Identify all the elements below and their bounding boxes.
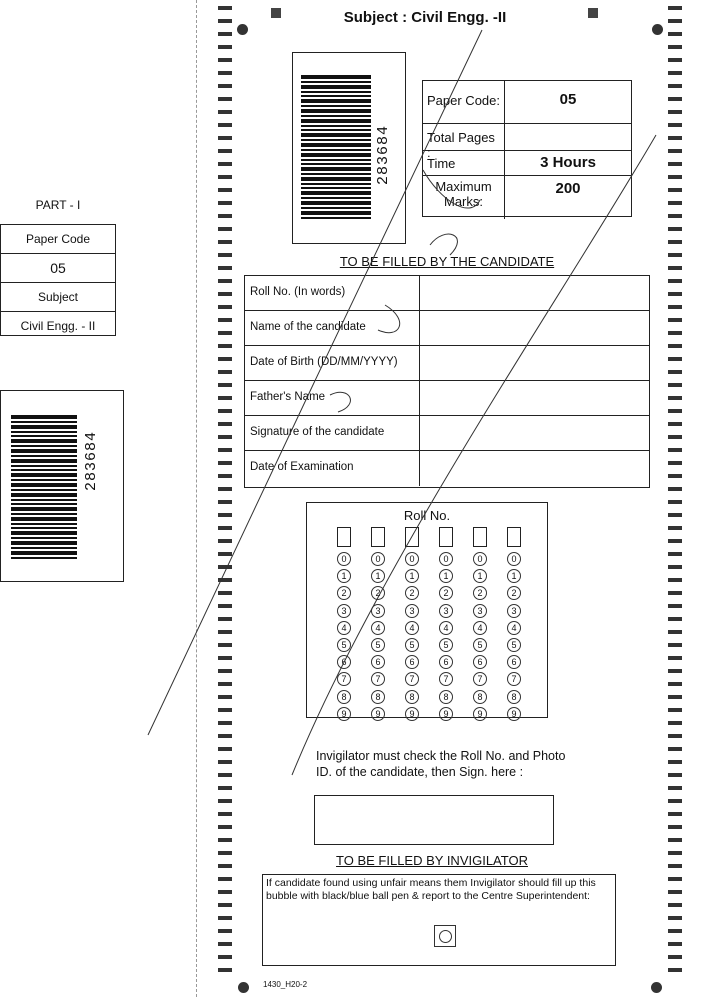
timing-mark [668, 344, 682, 348]
timing-mark [668, 149, 682, 153]
timing-mark [218, 136, 232, 140]
timing-mark [218, 6, 232, 10]
timing-mark [218, 916, 232, 920]
timing-mark [668, 279, 682, 283]
timing-mark [668, 864, 682, 868]
timing-mark [218, 149, 232, 153]
roll-bubble[interactable]: 8 [439, 690, 453, 704]
roll-bubble[interactable]: 4 [405, 621, 419, 635]
registration-dot [237, 24, 248, 35]
stub-barcode [0, 390, 124, 582]
timing-mark [218, 71, 232, 75]
timing-mark [218, 331, 232, 335]
roll-bubble[interactable]: 7 [473, 672, 487, 686]
timing-mark [668, 877, 682, 881]
invigilator-section-heading: TO BE FILLED BY INVIGILATOR [336, 853, 528, 868]
max-marks-label: Maximum Marks: [423, 176, 505, 219]
timing-mark [218, 435, 232, 439]
unfair-means-bubble[interactable] [439, 930, 452, 943]
roll-bubble[interactable]: 3 [473, 604, 487, 618]
total-pages-label: Total Pages : [423, 124, 505, 150]
roll-bubble[interactable]: 9 [337, 707, 351, 721]
roll-bubble[interactable]: 6 [371, 655, 385, 669]
invigilator-instruction: Invigilator must check the Roll No. and Photo ID. of the candidate, then Sign. here : [316, 749, 566, 779]
roll-bubble[interactable]: 8 [337, 690, 351, 704]
roll-bubble[interactable]: 9 [371, 707, 385, 721]
unfair-means-bubble-box[interactable] [434, 925, 456, 947]
timing-mark [218, 188, 232, 192]
page-title: Subject : Civil Engg. -II [343, 9, 507, 26]
timing-mark [218, 591, 232, 595]
timing-mark [218, 955, 232, 959]
timing-mark [218, 500, 232, 504]
roll-bubble[interactable]: 2 [371, 586, 385, 600]
stub-subject-value: Civil Engg. - II [20, 319, 96, 333]
exam-date-label: Date of Examination [245, 451, 420, 486]
timing-mark [668, 539, 682, 543]
roll-column [370, 527, 386, 724]
invigilator-signature-box[interactable] [314, 795, 554, 845]
timing-mark [668, 643, 682, 647]
timing-mark [218, 474, 232, 478]
time-label: Time [423, 151, 505, 175]
roll-bubble[interactable]: 2 [439, 586, 453, 600]
timing-mark [218, 734, 232, 738]
timing-mark [218, 383, 232, 387]
timing-mark [218, 617, 232, 621]
roll-bubble[interactable]: 6 [405, 655, 419, 669]
timing-mark [668, 331, 682, 335]
timing-mark [668, 825, 682, 829]
roll-bubble[interactable]: 6 [507, 655, 521, 669]
timing-mark [668, 266, 682, 270]
timing-mark [218, 292, 232, 296]
timing-mark [218, 695, 232, 699]
timing-mark [218, 890, 232, 894]
timing-mark [668, 942, 682, 946]
timing-mark [218, 864, 232, 868]
timing-mark [218, 604, 232, 608]
roll-bubble[interactable]: 1 [405, 569, 419, 583]
stub-barcode-number: 283684 [83, 430, 100, 491]
timing-mark [668, 890, 682, 894]
roll-digit-box[interactable] [371, 527, 385, 547]
timing-mark [668, 136, 682, 140]
timing-mark [668, 851, 682, 855]
timing-mark [668, 513, 682, 517]
timing-mark [218, 214, 232, 218]
timing-mark [218, 513, 232, 517]
timing-mark [668, 253, 682, 257]
roll-bubble[interactable]: 0 [371, 552, 385, 566]
timing-mark [218, 877, 232, 881]
roll-bubble[interactable]: 6 [337, 655, 351, 669]
timing-mark [218, 760, 232, 764]
timing-mark [218, 578, 232, 582]
registration-dot [652, 24, 663, 35]
timing-mark [218, 422, 232, 426]
timing-mark [218, 721, 232, 725]
timing-mark [668, 786, 682, 790]
roll-digit-box[interactable] [439, 527, 453, 547]
roll-bubble[interactable]: 5 [439, 638, 453, 652]
timing-mark [218, 175, 232, 179]
barcode-number: 283684 [375, 124, 392, 185]
roll-bubble[interactable]: 9 [405, 707, 419, 721]
timing-mark [668, 799, 682, 803]
timing-mark [218, 630, 232, 634]
roll-bubble[interactable]: 9 [439, 707, 453, 721]
dob-label: Date of Birth (DD/MM/YYYY) [245, 346, 420, 380]
timing-mark [668, 617, 682, 621]
paper-info-table [422, 80, 632, 217]
registration-square [271, 8, 281, 18]
timing-mark [218, 851, 232, 855]
timing-mark [218, 669, 232, 673]
roll-bubble[interactable]: 1 [439, 569, 453, 583]
timing-mark [218, 305, 232, 309]
timing-mark [668, 32, 682, 36]
paper-code-value: 05 [559, 91, 577, 108]
stub-barcode-bars [11, 415, 77, 561]
timing-mark [668, 448, 682, 452]
roll-bubble[interactable]: 1 [473, 569, 487, 583]
roll-bubble[interactable]: 9 [507, 707, 521, 721]
roll-number-grid [306, 502, 548, 718]
roll-bubble[interactable]: 2 [507, 586, 521, 600]
roll-bubble[interactable]: 5 [473, 638, 487, 652]
roll-column [506, 527, 522, 724]
dob-field[interactable] [420, 346, 649, 380]
barcode-bars [301, 75, 371, 221]
father-name-field[interactable] [420, 381, 649, 415]
timing-mark [218, 162, 232, 166]
timing-mark [668, 71, 682, 75]
timing-mark [218, 461, 232, 465]
timing-mark [218, 357, 232, 361]
timing-mark [218, 539, 232, 543]
roll-digit-box[interactable] [337, 527, 351, 547]
timing-mark [668, 929, 682, 933]
timing-marks-left [218, 6, 234, 981]
roll-bubble[interactable]: 1 [371, 569, 385, 583]
roll-bubble[interactable]: 7 [439, 672, 453, 686]
roll-bubble[interactable]: 0 [337, 552, 351, 566]
timing-mark [668, 552, 682, 556]
timing-mark [668, 630, 682, 634]
timing-mark [668, 578, 682, 582]
timing-mark [668, 357, 682, 361]
timing-mark [668, 110, 682, 114]
roll-bubble[interactable]: 8 [405, 690, 419, 704]
timing-mark [218, 825, 232, 829]
roll-bubble[interactable]: 0 [405, 552, 419, 566]
roll-bubble[interactable]: 7 [507, 672, 521, 686]
registration-dot [651, 982, 662, 993]
timing-mark [218, 253, 232, 257]
timing-mark [668, 84, 682, 88]
timing-mark [218, 84, 232, 88]
timing-mark [668, 396, 682, 400]
timing-mark [218, 552, 232, 556]
registration-square [588, 8, 598, 18]
roll-bubble[interactable]: 4 [473, 621, 487, 635]
timing-mark [668, 812, 682, 816]
timing-mark [668, 19, 682, 23]
roll-bubble[interactable]: 5 [405, 638, 419, 652]
timing-mark [668, 734, 682, 738]
timing-mark [668, 370, 682, 374]
timing-mark [218, 266, 232, 270]
unfair-means-text: If candidate found using unfair means them Invigilator should fill up this bubble with black/blue ball pen & report to the Centre Superintendent: [266, 877, 596, 902]
timing-mark [668, 214, 682, 218]
exam-date-field[interactable] [420, 451, 649, 486]
roll-column [438, 527, 454, 724]
roll-bubble[interactable]: 3 [405, 604, 419, 618]
timing-mark [218, 812, 232, 816]
roll-bubble[interactable]: 8 [371, 690, 385, 704]
timing-mark [668, 916, 682, 920]
timing-mark [218, 58, 232, 62]
candidate-table [244, 275, 650, 488]
timing-mark [218, 526, 232, 530]
timing-mark [218, 838, 232, 842]
stub-part-label: PART - I [35, 198, 81, 212]
unfair-means-box [262, 874, 616, 966]
timing-mark [668, 188, 682, 192]
timing-mark [668, 500, 682, 504]
timing-mark [668, 604, 682, 608]
roll-bubble[interactable]: 2 [405, 586, 419, 600]
timing-mark [668, 474, 682, 478]
timing-mark [668, 6, 682, 10]
timing-mark [668, 669, 682, 673]
timing-mark [218, 708, 232, 712]
time-value: 3 Hours [540, 154, 596, 171]
timing-mark [218, 682, 232, 686]
timing-mark [668, 305, 682, 309]
timing-mark [668, 383, 682, 387]
stub-paper-code-value: 05 [1, 254, 115, 283]
roll-bubble[interactable]: 1 [507, 569, 521, 583]
timing-mark [218, 929, 232, 933]
stub-paper-code-label: Paper Code [1, 225, 115, 254]
stub-table [0, 224, 116, 336]
timing-mark [218, 903, 232, 907]
roll-bubble[interactable]: 2 [337, 586, 351, 600]
roll-bubble[interactable]: 0 [507, 552, 521, 566]
timing-mark [668, 487, 682, 491]
roll-bubble[interactable]: 5 [337, 638, 351, 652]
roll-bubble[interactable]: 7 [371, 672, 385, 686]
timing-mark [218, 227, 232, 231]
perforation-line [196, 0, 197, 997]
timing-mark [668, 760, 682, 764]
roll-digit-box[interactable] [473, 527, 487, 547]
timing-mark [218, 747, 232, 751]
timing-mark [668, 526, 682, 530]
roll-digit-box[interactable] [507, 527, 521, 547]
timing-mark [218, 448, 232, 452]
roll-bubble[interactable]: 4 [507, 621, 521, 635]
timing-mark [668, 162, 682, 166]
timing-mark [218, 370, 232, 374]
timing-mark [668, 721, 682, 725]
timing-mark [218, 279, 232, 283]
footer-code: 1430_H20-2 [263, 980, 308, 989]
candidate-name-field[interactable] [420, 311, 649, 345]
timing-mark [668, 45, 682, 49]
max-marks-value: 200 [555, 180, 581, 197]
roll-bubble[interactable]: 1 [337, 569, 351, 583]
roll-bubble[interactable]: 5 [371, 638, 385, 652]
timing-mark [218, 643, 232, 647]
timing-mark [218, 32, 232, 36]
roll-bubble[interactable]: 8 [507, 690, 521, 704]
timing-mark [668, 227, 682, 231]
timing-mark [218, 786, 232, 790]
registration-dot [238, 982, 249, 993]
roll-bubble[interactable]: 3 [507, 604, 521, 618]
candidate-section-heading: TO BE FILLED BY THE CANDIDATE [339, 254, 555, 269]
timing-mark [668, 175, 682, 179]
roll-bubble[interactable]: 2 [473, 586, 487, 600]
roll-words-field[interactable] [420, 276, 649, 310]
timing-mark [218, 409, 232, 413]
roll-column [404, 527, 420, 724]
roll-bubble[interactable]: 4 [371, 621, 385, 635]
timing-mark [668, 123, 682, 127]
timing-marks-right [668, 6, 684, 981]
timing-mark [668, 461, 682, 465]
timing-mark [668, 773, 682, 777]
timing-mark [668, 903, 682, 907]
roll-bubble[interactable]: 3 [439, 604, 453, 618]
timing-mark [668, 656, 682, 660]
stub-subject-label: Subject [1, 283, 115, 312]
roll-bubble[interactable]: 4 [337, 621, 351, 635]
roll-bubble[interactable]: 3 [371, 604, 385, 618]
timing-mark [218, 240, 232, 244]
candidate-name-label: Name of the candidate [245, 311, 420, 345]
timing-mark [218, 396, 232, 400]
timing-mark [668, 747, 682, 751]
timing-mark [668, 435, 682, 439]
roll-bubble[interactable]: 9 [473, 707, 487, 721]
timing-mark [668, 201, 682, 205]
timing-mark [218, 656, 232, 660]
roll-bubble[interactable]: 0 [439, 552, 453, 566]
timing-mark [218, 968, 232, 972]
timing-mark [218, 942, 232, 946]
roll-bubble[interactable]: 4 [439, 621, 453, 635]
roll-digit-box[interactable] [405, 527, 419, 547]
timing-mark [218, 773, 232, 777]
timing-mark [218, 19, 232, 23]
timing-mark [668, 955, 682, 959]
timing-mark [218, 97, 232, 101]
timing-mark [668, 58, 682, 62]
timing-mark [218, 45, 232, 49]
roll-bubble[interactable]: 3 [337, 604, 351, 618]
timing-mark [668, 695, 682, 699]
timing-mark [668, 409, 682, 413]
roll-column [336, 527, 352, 724]
timing-mark [218, 487, 232, 491]
timing-mark [218, 344, 232, 348]
roll-bubble[interactable]: 6 [473, 655, 487, 669]
timing-mark [668, 838, 682, 842]
roll-bubble[interactable]: 5 [507, 638, 521, 652]
timing-mark [668, 591, 682, 595]
timing-mark [218, 110, 232, 114]
timing-mark [668, 318, 682, 322]
roll-bubble[interactable]: 0 [473, 552, 487, 566]
roll-bubble[interactable]: 7 [405, 672, 419, 686]
timing-mark [668, 708, 682, 712]
timing-mark [668, 240, 682, 244]
timing-mark [668, 682, 682, 686]
timing-mark [218, 123, 232, 127]
timing-mark [668, 422, 682, 426]
roll-bubble[interactable]: 6 [439, 655, 453, 669]
timing-mark [668, 968, 682, 972]
signature-label: Signature of the candidate [245, 416, 420, 450]
paper-code-label: Paper Code: [423, 81, 505, 123]
roll-words-label: Roll No. (In words) [245, 276, 420, 310]
timing-mark [668, 97, 682, 101]
roll-bubble[interactable]: 8 [473, 690, 487, 704]
timing-mark [218, 318, 232, 322]
roll-bubble[interactable]: 7 [337, 672, 351, 686]
timing-mark [218, 201, 232, 205]
barcode [292, 52, 406, 244]
roll-grid-title: Roll No. [403, 508, 451, 523]
timing-mark [668, 292, 682, 296]
roll-column [472, 527, 488, 724]
timing-mark [218, 799, 232, 803]
total-pages-value [505, 124, 631, 150]
signature-field[interactable] [420, 416, 649, 450]
timing-mark [668, 565, 682, 569]
father-name-label: Father's Name [245, 381, 420, 415]
timing-mark [218, 565, 232, 569]
